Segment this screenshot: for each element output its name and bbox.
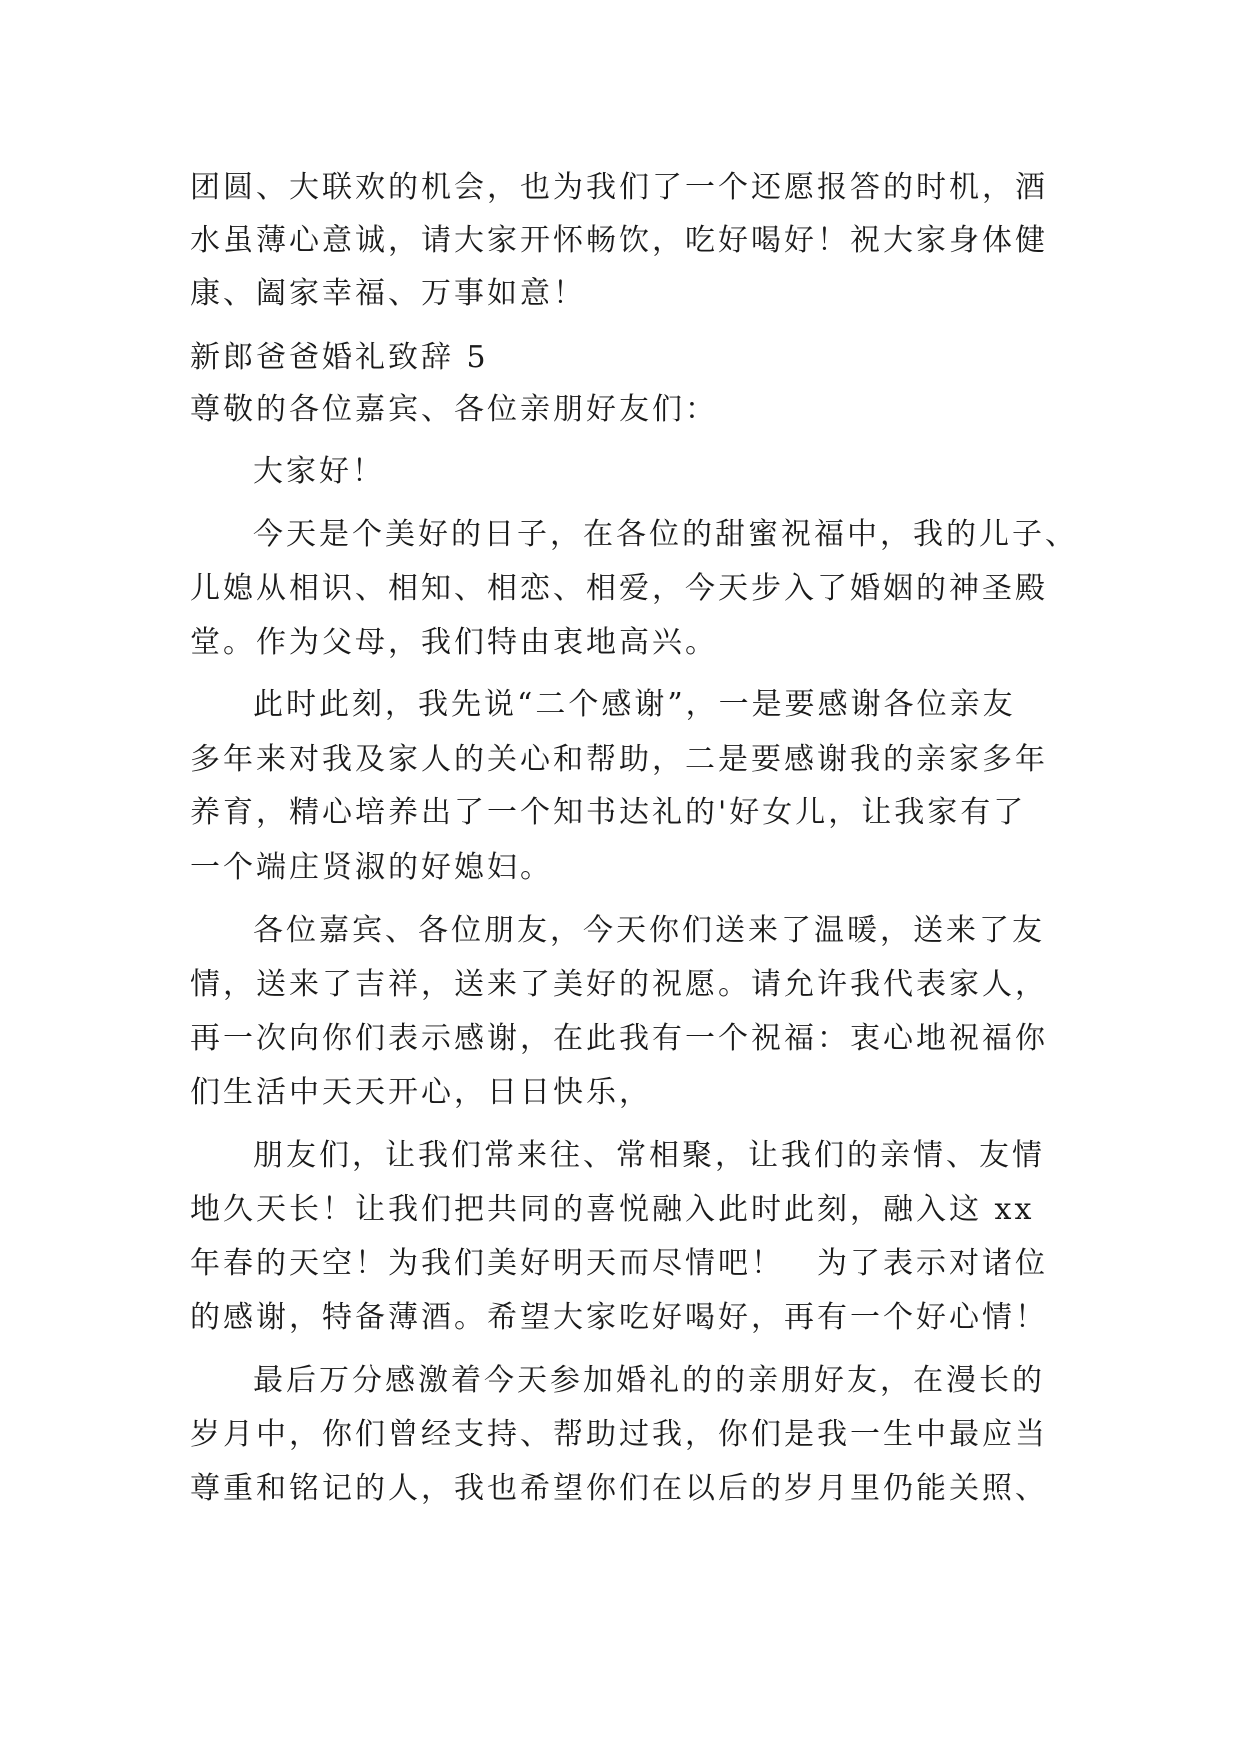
- text-line: 岁月中，你们曾经支持、帮助过我，你们是我一生中最应当: [190, 1417, 1048, 1452]
- text-line: 团圆、大联欢的机会，也为我们了一个还愿报答的时机，酒: [190, 170, 1048, 205]
- text-line: 地久天长！让我们把共同的喜悦融入此时此刻，融入这 xx: [190, 1192, 1035, 1227]
- text-line: 年春的天空！为我们美好明天而尽情吧！ 为了表示对诸位: [190, 1246, 1048, 1281]
- greeting: 大家好！: [253, 454, 385, 489]
- text-line: 康、阖家幸福、万事如意！: [190, 276, 586, 311]
- text-line: 的感谢，特备薄酒。希望大家吃好喝好，再有一个好心情！: [190, 1300, 1048, 1335]
- text-line: 水虽薄心意诚，请大家开怀畅饮，吃好喝好！祝大家身体健: [190, 223, 1048, 258]
- text-line: 尊重和铭记的人，我也希望你们在以后的岁月里仍能关照、: [190, 1471, 1048, 1506]
- section-title: 新郎爸爸婚礼致辞 5: [190, 340, 489, 375]
- text-line: 情，送来了吉祥，送来了美好的祝愿。请允许我代表家人，: [190, 967, 1048, 1002]
- text-line: 今天是个美好的日子，在各位的甜蜜祝福中，我的儿子、: [253, 517, 1078, 552]
- text-line: 儿媳从相识、相知、相恋、相爱，今天步入了婚姻的神圣殿: [190, 571, 1048, 606]
- text-line: 各位嘉宾、各位朋友，今天你们送来了温暖，送来了友: [253, 913, 1045, 948]
- text-line: 们生活中天天开心，日日快乐，: [190, 1075, 652, 1110]
- text-line: 最后万分感激着今天参加婚礼的的亲朋好友，在漫长的: [253, 1363, 1045, 1398]
- text-line: 堂。作为父母，我们特由衷地高兴。: [190, 625, 718, 660]
- text-line: 再一次向你们表示感谢，在此我有一个祝福：衷心地祝福你: [190, 1021, 1048, 1056]
- text-line: 一个端庄贤淑的好媳妇。: [190, 850, 553, 885]
- text-line: 多年来对我及家人的关心和帮助，二是要感谢我的亲家多年: [190, 742, 1048, 777]
- text-line: 朋友们，让我们常来往、常相聚，让我们的亲情、友情: [253, 1138, 1045, 1173]
- text-line: 此时此刻，我先说“二个感谢”，一是要感谢各位亲友: [253, 687, 1016, 722]
- text-line: 养育，精心培养出了一个知书达礼的'好女儿，让我家有了: [190, 795, 1027, 830]
- salutation: 尊敬的各位嘉宾、各位亲朋好友们：: [190, 392, 718, 427]
